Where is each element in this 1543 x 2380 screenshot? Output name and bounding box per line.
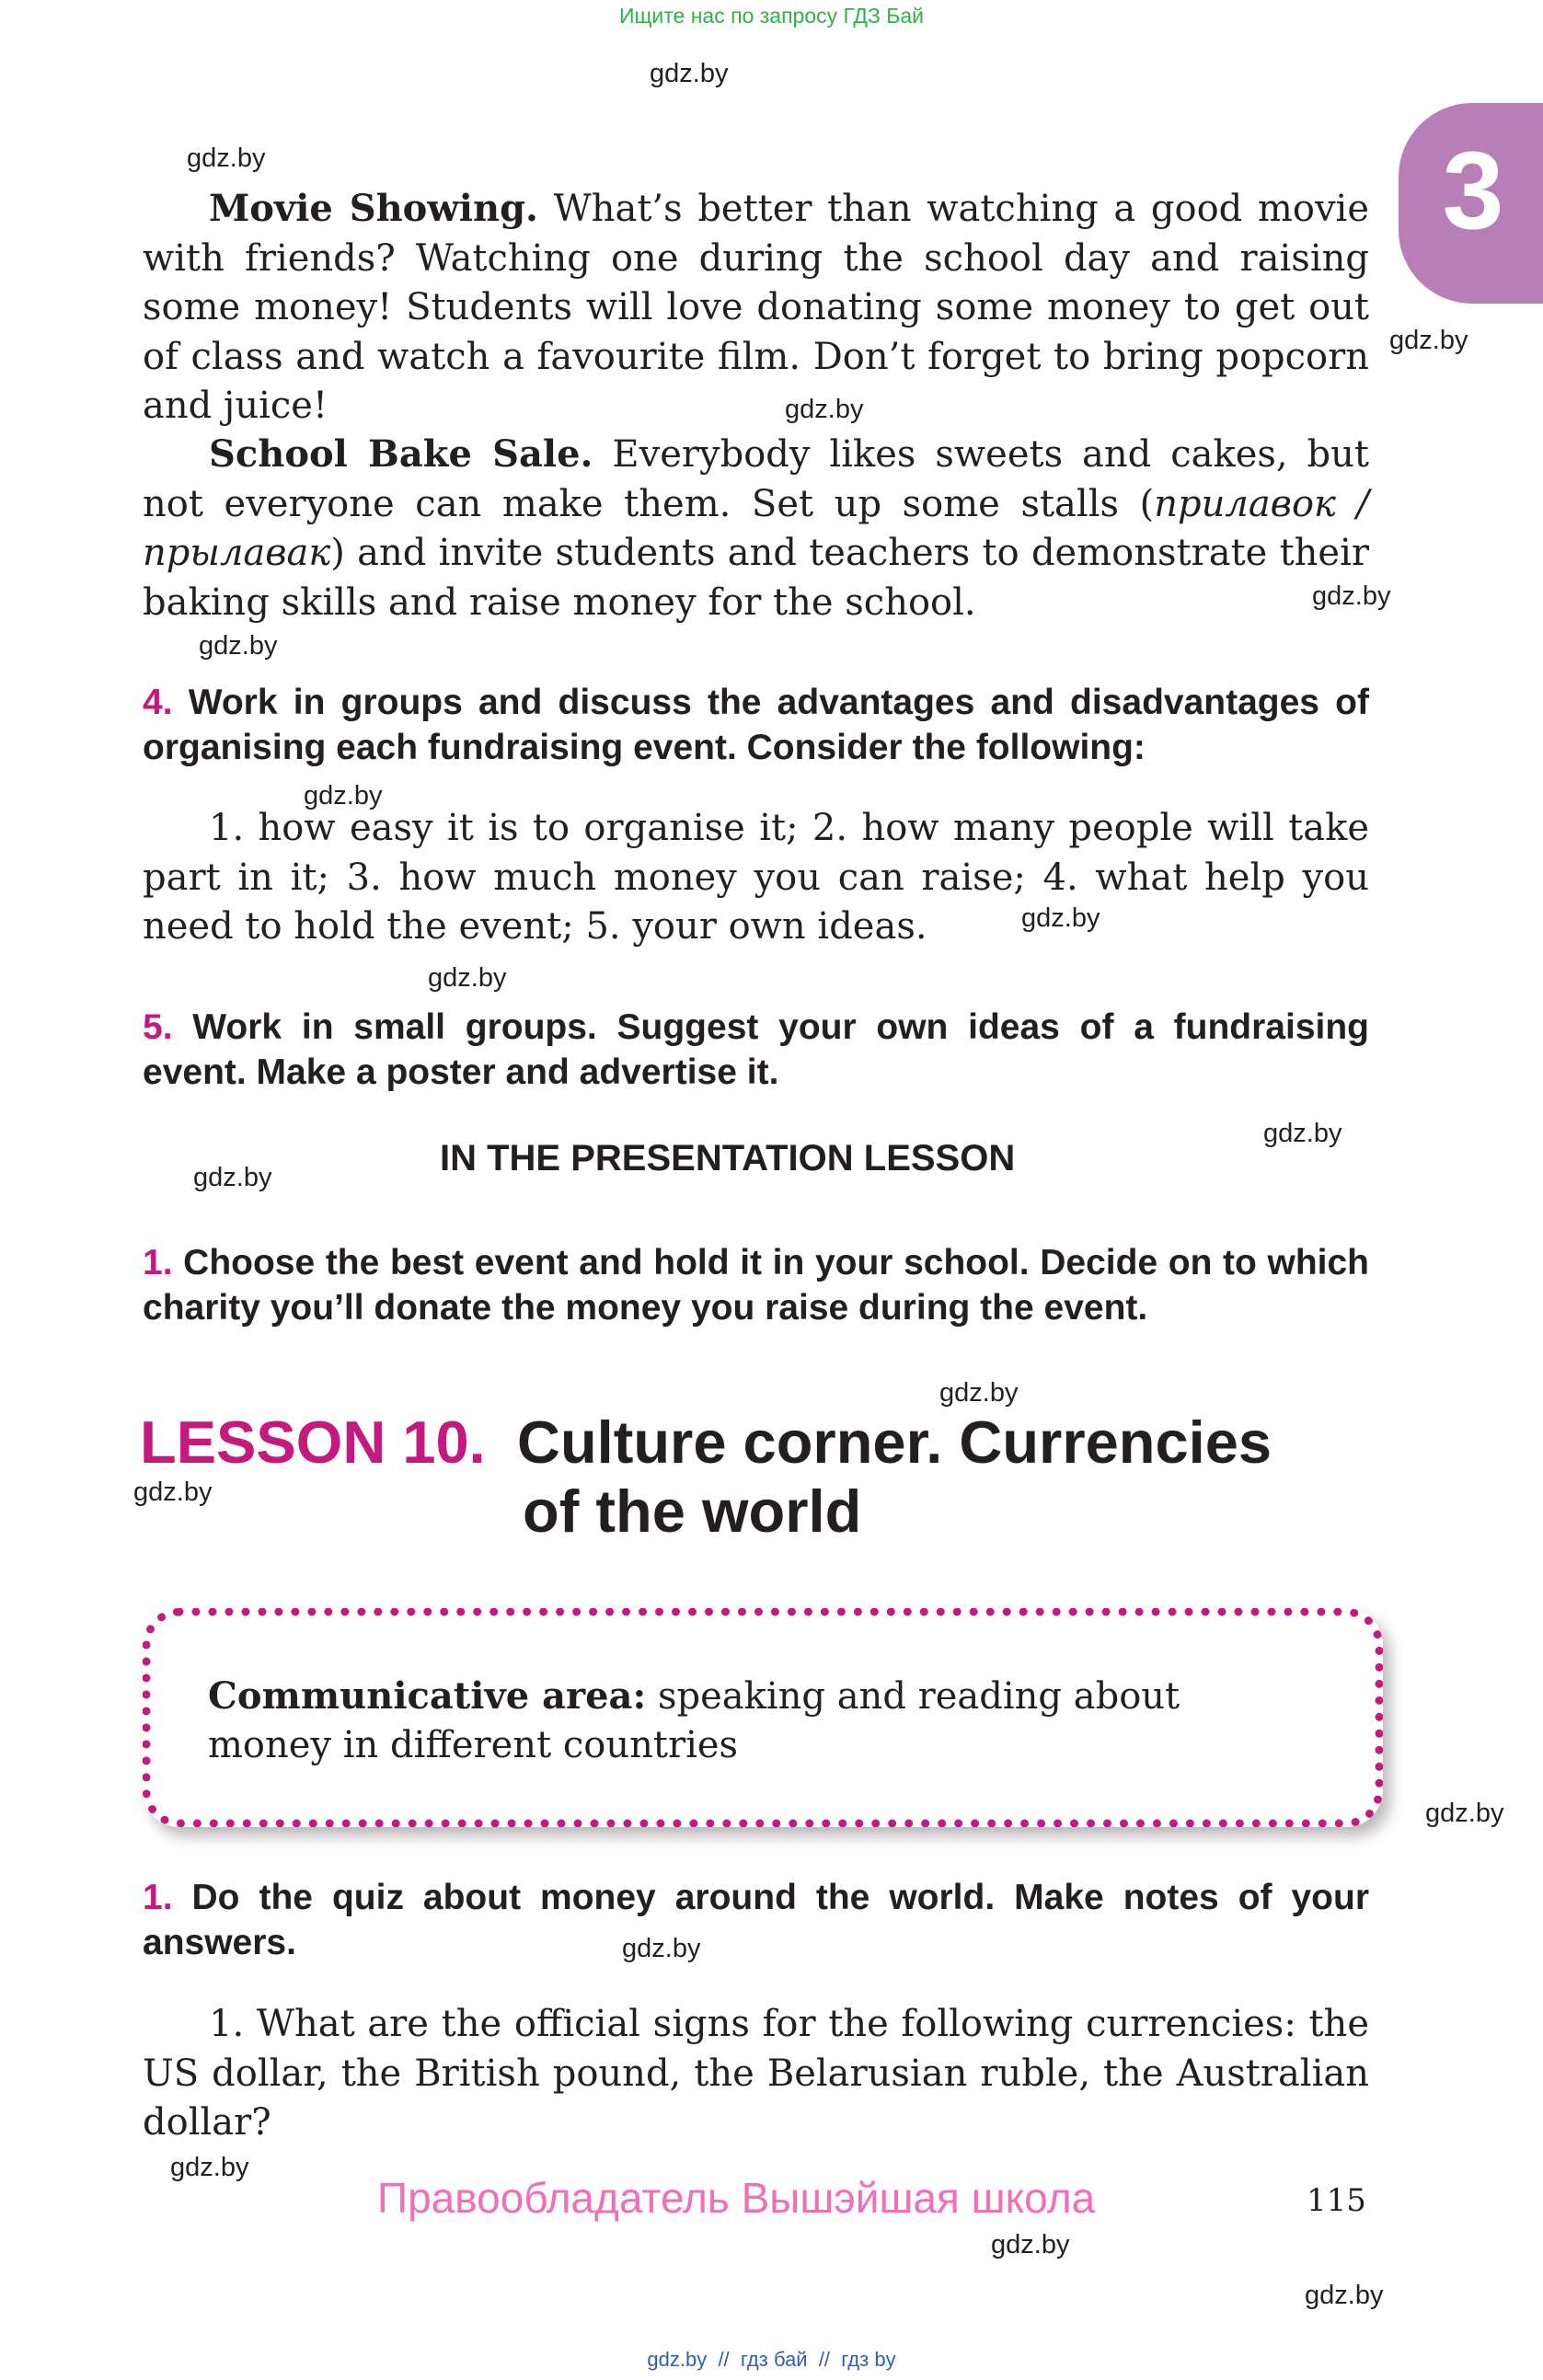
paragraph-title: School Bake Sale. (209, 432, 593, 476)
quiz-question-1 (143, 2000, 1369, 2148)
watermark: gdz.by (622, 1934, 701, 1963)
watermark: gdz.by (428, 963, 507, 993)
quiz-question-text: 1. What are the official signs for the following currencies: the US dollar, the British pound, the Belarusian ruble, the Australian dollar? (143, 2003, 1369, 2144)
communicative-description: speaking and reading about money in different countries (208, 1675, 1180, 1766)
paragraph-bake-sale (143, 430, 1369, 627)
watermark: gdz.by (170, 2153, 249, 2182)
communicative-area-box (143, 1608, 1383, 1827)
task-items-text: 1. how easy it is to organise it; 2. how many people will take part in it; 3. how much money you can raise; 4. what help you need to hold the event; 5. your own ideas. (143, 807, 1369, 948)
watermark: gdz.by (1305, 2281, 1384, 2310)
task-4 (143, 680, 1369, 770)
watermark: gdz.by (199, 631, 278, 661)
watermark: gdz.by (193, 1163, 272, 1192)
presentation-task-1 (143, 1240, 1369, 1330)
task-text: Work in small groups. Suggest your own ideas of a fundraising event. Make a poster and advertise it. (143, 1007, 1369, 1092)
watermark: gdz.by (133, 1477, 213, 1507)
chapter-tab (1399, 103, 1543, 304)
translation-italic: прилавок / прылавак (143, 482, 1369, 574)
bottom-links[interactable]: gdz.by // гдз бай // гдз by (647, 2348, 896, 2371)
lesson-title-line1: Culture corner. Currencies (517, 1408, 1272, 1476)
watermark: gdz.by (1425, 1799, 1504, 1828)
watermark: gdz.by (1312, 581, 1391, 611)
communicative-area-text (208, 1672, 1312, 1770)
lesson-title-line2: of the world (523, 1477, 862, 1545)
task-number: 1. (143, 1878, 173, 1917)
watermark: gdz.by (1263, 1119, 1342, 1148)
quiz-task-1 (143, 1875, 1369, 1965)
watermark: gdz.by (939, 1378, 1019, 1408)
task-text: Do the quiz about money around the world. Make notes of your answers. (143, 1878, 1369, 1962)
task-4-items (143, 804, 1369, 952)
paragraph-text: ) and invite students and teachers to demonstrate their baking skills and raise money for the school. (143, 532, 1369, 624)
paragraph-text: What’s better than watching a good movie with friends? Watching one during the school day and raising some money! Students will love donating some money to get out of class and watch a favourite film. Don’t forget to bring popcorn and juice! (143, 188, 1369, 427)
task-number: 1. (143, 1243, 173, 1282)
watermark: gdz.by (1021, 903, 1100, 933)
paragraph-movie-showing (143, 184, 1369, 431)
task-5 (143, 1005, 1369, 1095)
watermark: gdz.by (187, 144, 266, 173)
presentation-heading: IN THE PRESENTATION LESSON (440, 1138, 1016, 1179)
lesson-label: LESSON 10. (140, 1408, 486, 1476)
paragraph-title: Movie Showing. (209, 187, 538, 230)
page-number: 115 (1307, 2182, 1366, 2219)
watermark: gdz.by (650, 59, 729, 88)
watermark: gdz.by (785, 395, 864, 424)
communicative-label: Communicative area: (208, 1674, 647, 1718)
chapter-number: 3 (1442, 129, 1504, 252)
copyright-holder: Правообладатель Вышэйшая школа (377, 2174, 1096, 2222)
watermark: gdz.by (304, 781, 383, 811)
top-banner[interactable]: Ищите нас по запросу ГДЗ Бай (618, 4, 925, 28)
task-text: Work in groups and discuss the advantages and disadvantages of organising each fundraising event. Consider the following: (143, 683, 1369, 767)
task-number: 4. (143, 683, 173, 722)
task-text: Choose the best event and hold it in your school. Decide on to which charity you’ll donate the money you raise during the event. (143, 1243, 1369, 1328)
task-number: 5. (143, 1007, 173, 1047)
watermark: gdz.by (1389, 326, 1468, 355)
watermark: gdz.by (991, 2230, 1070, 2259)
paragraph-text: Everybody likes sweets and cakes, but not everyone can make them. Set up some stalls ( (143, 433, 1369, 525)
